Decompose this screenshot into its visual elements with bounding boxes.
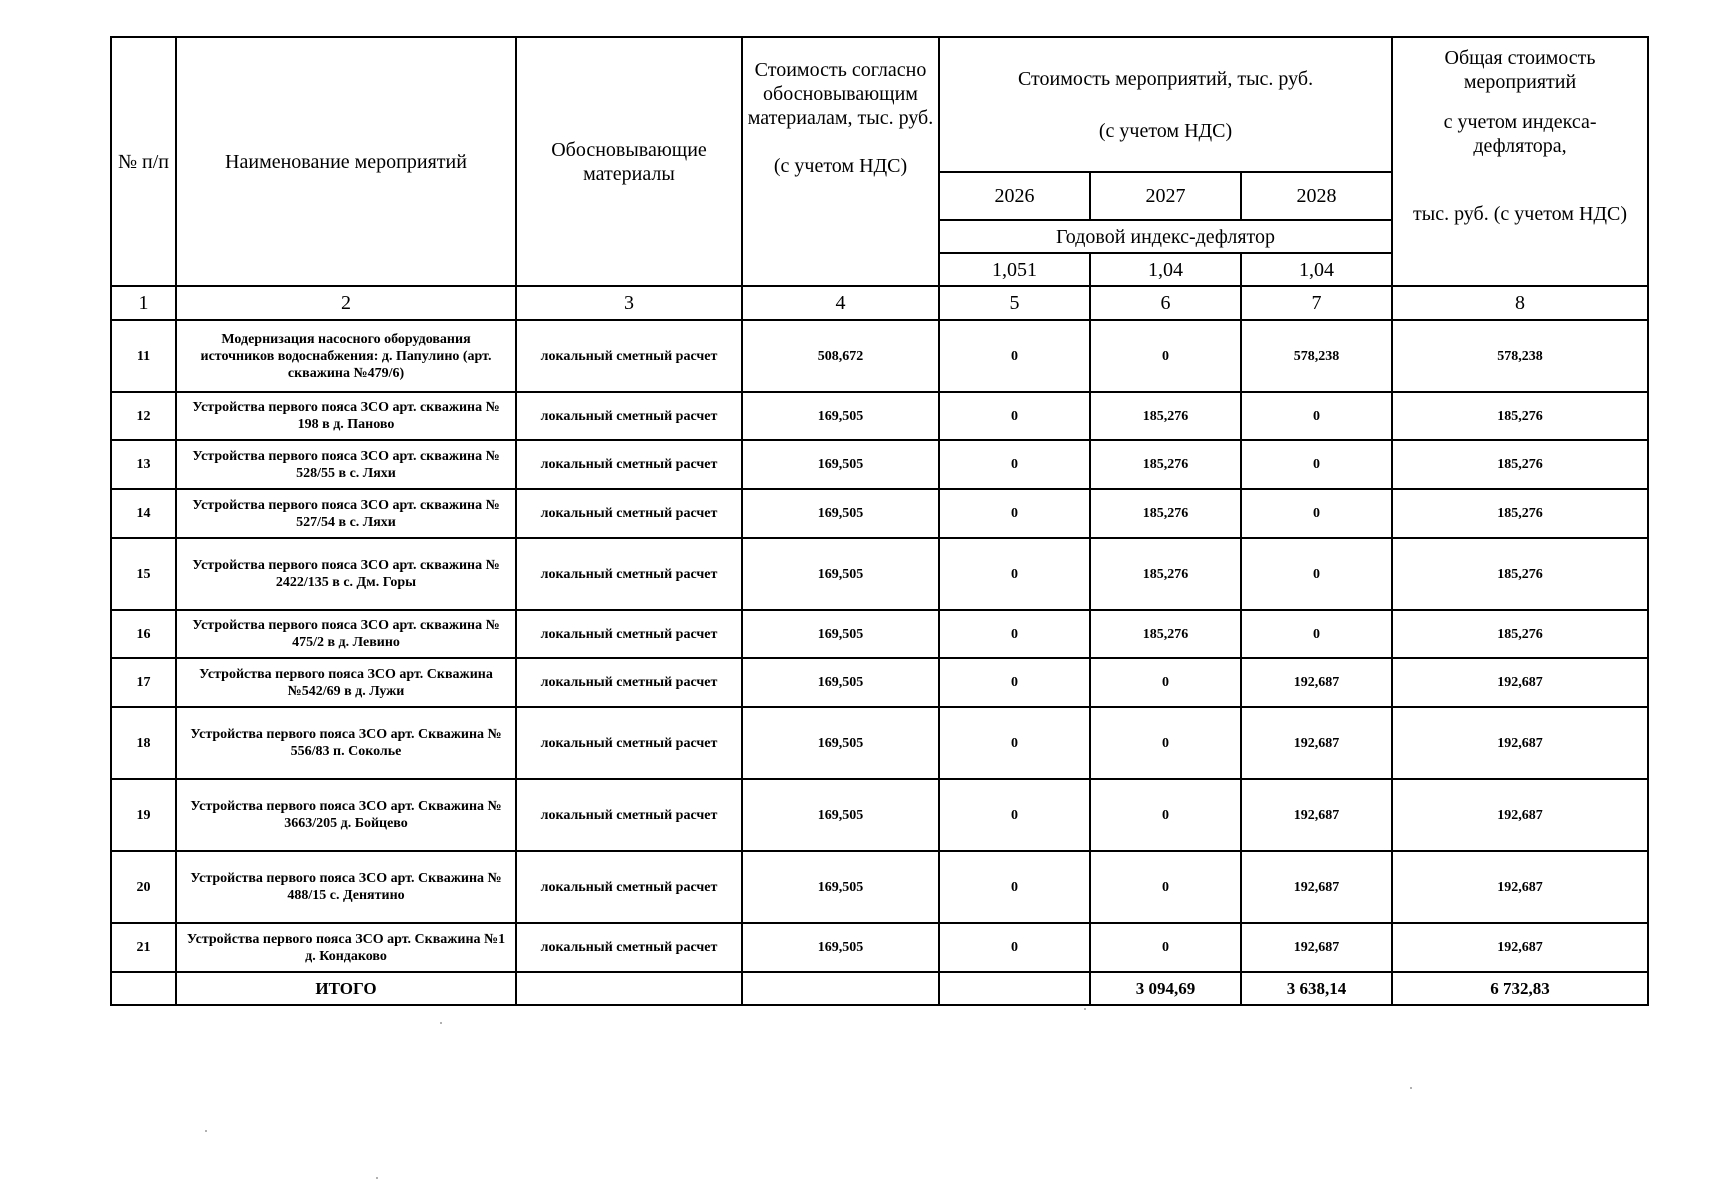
row-cost-2027: 0 [1090, 851, 1241, 923]
row-total-cost: 185,276 [1392, 440, 1648, 489]
header-cost-basis-text: Стоимость согласно обосновывающим материалам, тыс. руб. [747, 59, 934, 129]
table-row [111, 610, 1648, 658]
row-cost-2028: 192,687 [1241, 707, 1392, 779]
header-total-cost-line2: с учетом индекса-дефлятора, [1443, 111, 1597, 157]
row-cost-2026: 0 [939, 923, 1090, 972]
header-year-2027: 2027 [1090, 172, 1241, 220]
table-row [111, 707, 1648, 779]
row-name: Устройства первого пояса ЗСО арт. скважина № 528/55 в с. Ляхи [176, 440, 516, 489]
row-total-cost: 192,687 [1392, 779, 1648, 851]
header-cost-basis-vat: (с учетом НДС) [773, 155, 908, 177]
scan-speck [205, 1130, 207, 1132]
deflator-2027: 1,04 [1090, 253, 1241, 286]
row-name: Устройства первого пояса ЗСО арт. Скважина №542/69 в д. Лужи [176, 658, 516, 707]
row-base-cost: 169,505 [742, 489, 939, 538]
deflator-2028: 1,04 [1241, 253, 1392, 286]
row-cost-2026: 0 [939, 440, 1090, 489]
totals-cost-2027: 3 094,69 [1090, 972, 1241, 1005]
totals-total-cost: 6 732,83 [1392, 972, 1648, 1005]
row-total-cost: 192,687 [1392, 851, 1648, 923]
row-cost-2028: 0 [1241, 489, 1392, 538]
row-number: 20 [111, 851, 176, 923]
row-cost-2027: 0 [1090, 320, 1241, 392]
column-number: 7 [1241, 286, 1392, 320]
row-base-cost: 169,505 [742, 440, 939, 489]
scan-speck [376, 1177, 378, 1179]
table-row [111, 440, 1648, 489]
header-materials: Обосновывающие материалы [516, 37, 742, 286]
row-cost-2026: 0 [939, 320, 1090, 392]
row-material: локальный сметный расчет [516, 392, 742, 440]
totals-empty-cell [111, 972, 176, 1005]
row-cost-2028: 192,687 [1241, 923, 1392, 972]
table-row [111, 489, 1648, 538]
row-cost-2028: 192,687 [1241, 658, 1392, 707]
row-base-cost: 169,505 [742, 707, 939, 779]
header-name: Наименование мероприятий [176, 37, 516, 286]
header-cost-title-text: Стоимость мероприятий, тыс. руб. [1017, 67, 1314, 90]
column-number: 5 [939, 286, 1090, 320]
row-material: локальный сметный расчет [516, 779, 742, 851]
row-material: локальный сметный расчет [516, 707, 742, 779]
header-cost-basis [742, 37, 939, 286]
row-cost-2027: 0 [1090, 707, 1241, 779]
row-cost-2026: 0 [939, 658, 1090, 707]
row-total-cost: 578,238 [1392, 320, 1648, 392]
row-cost-2026: 0 [939, 851, 1090, 923]
row-material: локальный сметный расчет [516, 489, 742, 538]
row-cost-2027: 185,276 [1090, 392, 1241, 440]
row-name: Устройства первого пояса ЗСО арт. Скважина № 3663/205 д. Бойцево [176, 779, 516, 851]
totals-cost-2028: 3 638,14 [1241, 972, 1392, 1005]
scan-speck [440, 1022, 442, 1024]
table-row [111, 320, 1648, 392]
row-cost-2027: 0 [1090, 779, 1241, 851]
row-cost-2028: 0 [1241, 392, 1392, 440]
totals-label: ИТОГО [176, 972, 516, 1005]
table-row [111, 779, 1648, 851]
row-cost-2028: 192,687 [1241, 851, 1392, 923]
row-cost-2027: 185,276 [1090, 489, 1241, 538]
totals-empty-cell [516, 972, 742, 1005]
row-cost-2026: 0 [939, 538, 1090, 610]
row-name: Устройства первого пояса ЗСО арт. скважина № 198 в д. Паново [176, 392, 516, 440]
row-total-cost: 185,276 [1392, 392, 1648, 440]
row-number: 19 [111, 779, 176, 851]
row-material: локальный сметный расчет [516, 440, 742, 489]
row-number: 11 [111, 320, 176, 392]
row-material: локальный сметный расчет [516, 320, 742, 392]
header-total-cost-line1: Общая стоимость мероприятий [1444, 47, 1596, 93]
row-cost-2026: 0 [939, 489, 1090, 538]
row-base-cost: 169,505 [742, 658, 939, 707]
row-total-cost: 185,276 [1392, 489, 1648, 538]
totals-empty-cell [939, 972, 1090, 1005]
column-number: 3 [516, 286, 742, 320]
row-cost-2027: 185,276 [1090, 440, 1241, 489]
row-name: Устройства первого пояса ЗСО арт. скважина № 475/2 в д. Левино [176, 610, 516, 658]
deflator-2026: 1,051 [939, 253, 1090, 286]
header-cost-title-vat: (с учетом НДС) [1098, 119, 1233, 142]
row-cost-2027: 0 [1090, 658, 1241, 707]
row-number: 15 [111, 538, 176, 610]
header-row-1 [111, 37, 1648, 172]
table-row [111, 923, 1648, 972]
header-num: № п/п [111, 37, 176, 286]
row-material: локальный сметный расчет [516, 658, 742, 707]
row-cost-2028: 578,238 [1241, 320, 1392, 392]
row-number: 14 [111, 489, 176, 538]
row-cost-2026: 0 [939, 707, 1090, 779]
column-number: 2 [176, 286, 516, 320]
row-base-cost: 169,505 [742, 923, 939, 972]
header-year-2026: 2026 [939, 172, 1090, 220]
row-base-cost: 169,505 [742, 610, 939, 658]
row-total-cost: 185,276 [1392, 538, 1648, 610]
row-base-cost: 169,505 [742, 851, 939, 923]
header-total-cost [1392, 37, 1648, 286]
row-name: Модернизация насосного оборудования источников водоснабжения: д. Папулино (арт. скважина №479/6) [176, 320, 516, 392]
row-number: 12 [111, 392, 176, 440]
row-total-cost: 185,276 [1392, 610, 1648, 658]
row-cost-2027: 0 [1090, 923, 1241, 972]
row-number: 16 [111, 610, 176, 658]
row-cost-2028: 0 [1241, 538, 1392, 610]
row-name: Устройства первого пояса ЗСО арт. скважина № 527/54 в с. Ляхи [176, 489, 516, 538]
row-base-cost: 508,672 [742, 320, 939, 392]
row-base-cost: 169,505 [742, 538, 939, 610]
header-cost-title [939, 37, 1392, 172]
column-number: 6 [1090, 286, 1241, 320]
row-number: 17 [111, 658, 176, 707]
row-cost-2026: 0 [939, 779, 1090, 851]
table-row [111, 658, 1648, 707]
row-total-cost: 192,687 [1392, 658, 1648, 707]
table-row [111, 538, 1648, 610]
column-number: 4 [742, 286, 939, 320]
row-number: 13 [111, 440, 176, 489]
scan-speck [1084, 1008, 1086, 1010]
scan-speck [1410, 1087, 1412, 1089]
header-year-2028: 2028 [1241, 172, 1392, 220]
row-cost-2028: 0 [1241, 610, 1392, 658]
column-number: 1 [111, 286, 176, 320]
table-row [111, 851, 1648, 923]
column-number: 8 [1392, 286, 1648, 320]
row-material: локальный сметный расчет [516, 923, 742, 972]
row-number: 21 [111, 923, 176, 972]
table-row [111, 392, 1648, 440]
row-cost-2028: 192,687 [1241, 779, 1392, 851]
row-name: Устройства первого пояса ЗСО арт. Скважина № 556/83 п. Соколье [176, 707, 516, 779]
row-cost-2026: 0 [939, 392, 1090, 440]
row-material: локальный сметный расчет [516, 610, 742, 658]
row-cost-2026: 0 [939, 610, 1090, 658]
row-base-cost: 169,505 [742, 779, 939, 851]
header-deflator-label: Годовой индекс-дефлятор [939, 220, 1392, 253]
row-name: Устройства первого пояса ЗСО арт. Скважина № 488/15 с. Денятино [176, 851, 516, 923]
row-total-cost: 192,687 [1392, 707, 1648, 779]
cost-table [110, 36, 1649, 1006]
row-name: Устройства первого пояса ЗСО арт. Скважина №1 д. Кондаково [176, 923, 516, 972]
row-cost-2027: 185,276 [1090, 538, 1241, 610]
totals-row [111, 972, 1648, 1005]
totals-empty-cell [742, 972, 939, 1005]
row-material: локальный сметный расчет [516, 538, 742, 610]
row-cost-2027: 185,276 [1090, 610, 1241, 658]
row-base-cost: 169,505 [742, 392, 939, 440]
row-total-cost: 192,687 [1392, 923, 1648, 972]
column-numbers-row [111, 286, 1648, 320]
header-total-cost-line3: тыс. руб. (с учетом НДС) [1413, 203, 1628, 225]
row-number: 18 [111, 707, 176, 779]
row-cost-2028: 0 [1241, 440, 1392, 489]
row-name: Устройства первого пояса ЗСО арт. скважина № 2422/135 в с. Дм. Горы [176, 538, 516, 610]
row-material: локальный сметный расчет [516, 851, 742, 923]
